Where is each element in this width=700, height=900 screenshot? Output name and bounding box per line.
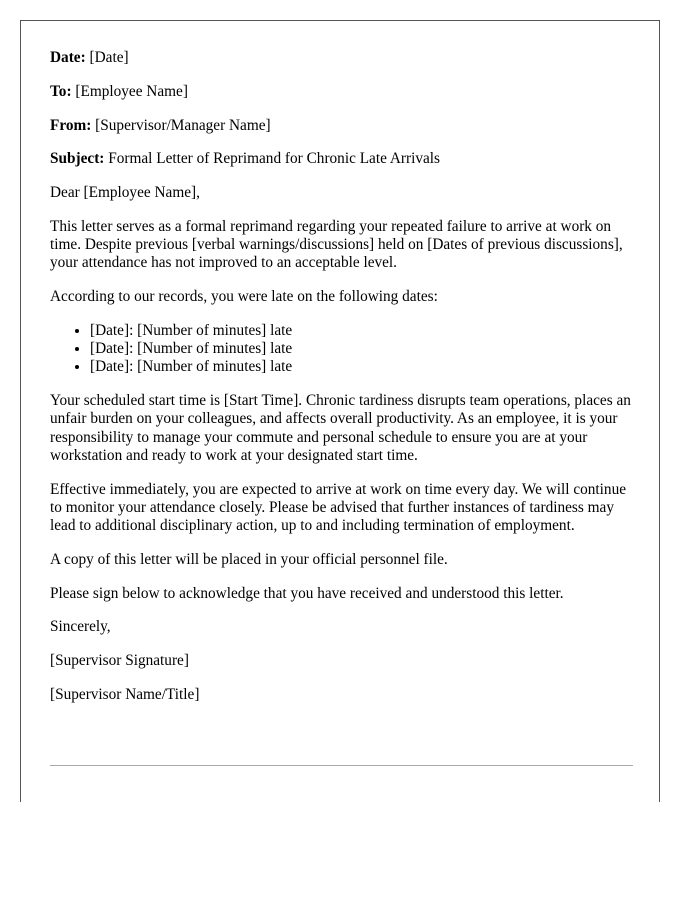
letter-content <box>50 49 635 720</box>
date-line <box>50 49 635 67</box>
letter-page <box>20 20 660 802</box>
horizontal-divider <box>50 765 633 766</box>
subject-value: Formal Letter of Reprimand for Chronic Late Arrivals <box>108 150 440 168</box>
paragraph-acknowledge: Please sign below to acknowledge that you have received and understood this letter. <box>50 584 564 602</box>
from-value: [Supervisor/Manager Name] <box>95 116 271 134</box>
sign-off: Sincerely, <box>50 618 111 636</box>
to-value: [Employee Name] <box>75 82 188 100</box>
from-label: From: <box>50 116 92 134</box>
paragraph-reprimand: This letter serves as a formal reprimand regarding your repeated failure to arrive at work on time. Despite previous [verbal warnings/discussions] held on [Dates of previous discussions], your attendance has not improved to an acceptable level. <box>50 217 623 272</box>
list-item: • [Date]: [Number of minutes] late <box>90 358 635 376</box>
date-label: Date: <box>50 49 86 66</box>
subject-label: Subject: <box>50 150 105 168</box>
paragraph-expectations: Effective immediately, you are expected to arrive at work on time every day. We will continue to monitor your attendance closely. Please be advised that further instances of tardiness may lead to additional disciplinary action, up to and including termination of employment. <box>50 480 627 534</box>
paragraph-start-time: Your scheduled start time is [Start Time]. Chronic tardiness disrupts team operations, places an unfair burden on your colleagues, and affects overall productivity. As an employee, it is your responsibility to manage your commute and personal schedule to ensure you are at your workstation and ready to work at your designated start time. <box>50 392 631 464</box>
salutation: Dear [Employee Name], <box>50 184 200 202</box>
name-title-line: [Supervisor Name/Title] <box>50 685 200 703</box>
paragraph-records-intro: According to our records, you were late on the following dates: <box>50 288 438 306</box>
to-label: To: <box>50 82 72 100</box>
signature-line: [Supervisor Signature] <box>50 652 189 670</box>
subject-line <box>50 150 635 168</box>
to-line <box>50 83 635 101</box>
list-item: • [Date]: [Number of minutes] late <box>90 340 635 358</box>
paragraph-personnel-file: A copy of this letter will be placed in your official personnel file. <box>50 550 448 568</box>
date-value: [Date] <box>89 49 129 66</box>
late-dates-list <box>50 322 635 377</box>
list-item: • [Date]: [Number of minutes] late <box>90 322 635 340</box>
from-line <box>50 117 635 135</box>
